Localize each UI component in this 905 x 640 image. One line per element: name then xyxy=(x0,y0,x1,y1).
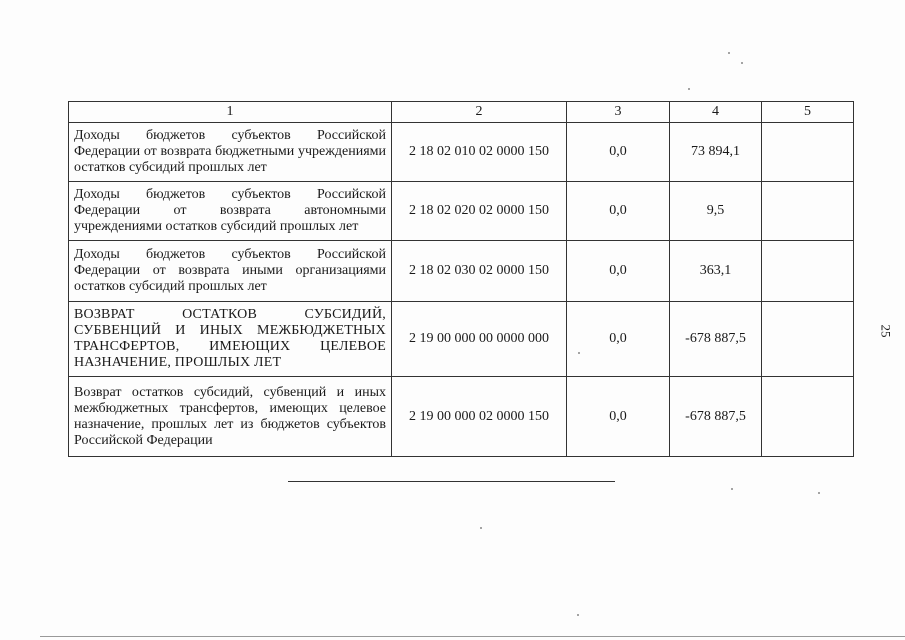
row-col4-value: 9,5 xyxy=(670,182,762,241)
row-col4-value: 73 894,1 xyxy=(670,123,762,182)
row-name: Доходы бюджетов субъектов Российской Федерации от возврата автономными учреждениями остатков субсидий прошлых лет xyxy=(69,182,392,241)
row-col5-value xyxy=(762,302,854,377)
header-col-5: 5 xyxy=(762,102,854,123)
scan-speckle xyxy=(741,62,743,64)
scan-speckle xyxy=(480,527,482,529)
row-code: 2 19 00 000 02 0000 150 xyxy=(392,377,567,457)
row-name: Доходы бюджетов субъектов Российской Федерации от возврата иными организациями остатков субсидий прошлых лет xyxy=(69,241,392,302)
table-row xyxy=(69,182,854,241)
header-row xyxy=(69,102,854,123)
row-col3-value: 0,0 xyxy=(567,123,670,182)
scan-speckle xyxy=(728,52,730,54)
row-col3-value: 0,0 xyxy=(567,302,670,377)
row-name: Доходы бюджетов субъектов Российской Федерации от возврата бюджетными учреждениями остатков субсидий прошлых лет xyxy=(69,123,392,182)
row-col4-value: -678 887,5 xyxy=(670,302,762,377)
row-col5-value xyxy=(762,241,854,302)
page-number: 25 xyxy=(878,324,894,338)
table-row xyxy=(69,123,854,182)
row-col3-value: 0,0 xyxy=(567,182,670,241)
table-row xyxy=(69,377,854,457)
budget-table xyxy=(68,101,854,457)
header-col-2: 2 xyxy=(392,102,567,123)
scan-speckle xyxy=(688,88,690,90)
table-row xyxy=(69,241,854,302)
row-col5-value xyxy=(762,182,854,241)
row-name: Возврат остатков субсидий, субвенций и иных межбюджетных трансфертов, имеющих целевое назначение, прошлых лет из бюджетов субъектов Российской Федерации xyxy=(69,377,392,457)
scan-speckle xyxy=(578,352,580,354)
row-code: 2 18 02 030 02 0000 150 xyxy=(392,241,567,302)
row-code: 2 18 02 020 02 0000 150 xyxy=(392,182,567,241)
row-name: ВОЗВРАТ ОСТАТКОВ СУБСИДИЙ, СУБВЕНЦИЙ И ИНЫХ МЕЖБЮДЖЕТНЫХ ТРАНСФЕРТОВ, ИМЕЮЩИХ ЦЕЛЕВОЕ НАЗНАЧЕНИЕ, ПРОШЛЫХ ЛЕТ xyxy=(69,302,392,377)
closing-rule xyxy=(288,481,615,482)
row-col4-value: 363,1 xyxy=(670,241,762,302)
scan-speckle xyxy=(818,492,820,494)
row-col3-value: 0,0 xyxy=(567,377,670,457)
header-col-3: 3 xyxy=(567,102,670,123)
scan-edge xyxy=(40,636,905,637)
scan-speckle xyxy=(577,614,579,616)
row-col5-value xyxy=(762,377,854,457)
row-col5-value xyxy=(762,123,854,182)
table-row xyxy=(69,302,854,377)
row-code: 2 18 02 010 02 0000 150 xyxy=(392,123,567,182)
row-col3-value: 0,0 xyxy=(567,241,670,302)
header-col-1: 1 xyxy=(69,102,392,123)
header-col-4: 4 xyxy=(670,102,762,123)
scan-speckle xyxy=(731,488,733,490)
row-col4-value: -678 887,5 xyxy=(670,377,762,457)
row-code: 2 19 00 000 00 0000 000 xyxy=(392,302,567,377)
